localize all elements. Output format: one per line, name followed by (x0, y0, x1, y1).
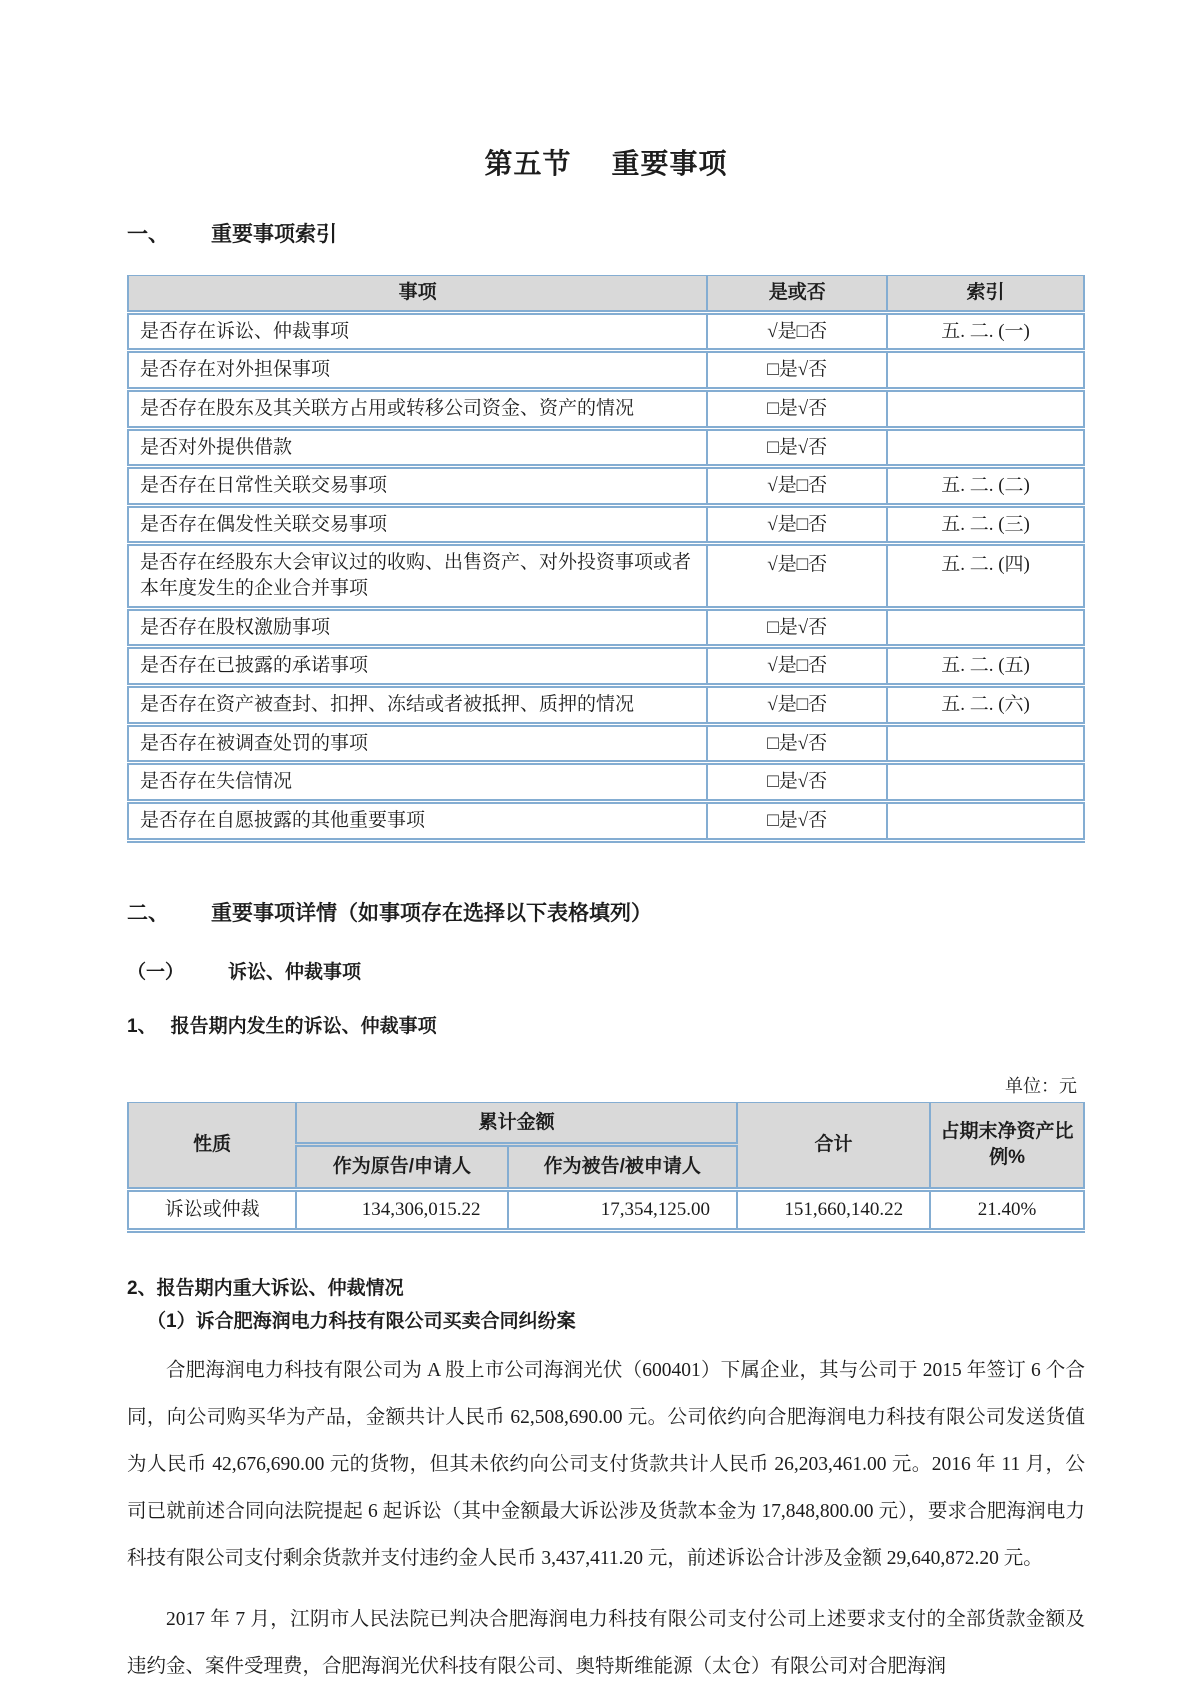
index-ref-cell: 五. 二. (四) (887, 544, 1084, 608)
index-ref-cell: 五. 二. (三) (887, 505, 1084, 544)
index-ref-cell: 五. 二. (六) (887, 686, 1084, 725)
item-cell: 是否存在股权激励事项 (128, 608, 707, 647)
subsection-lawsuit-number: （一） (127, 961, 185, 983)
defendant-amount-cell: 17,354,125.00 (508, 1189, 737, 1230)
index-ref-cell: 五. 二. (一) (887, 312, 1084, 351)
item-cell: 是否存在失信情况 (128, 763, 707, 802)
answer-cell: √是□否 (707, 544, 887, 608)
index-ref-cell: 五. 二. (五) (887, 647, 1084, 686)
index-ref-cell (887, 763, 1084, 802)
answer-cell: □是√否 (707, 801, 887, 840)
table-row (128, 467, 1084, 506)
index-table-col-index: 索引 (887, 276, 1084, 313)
table-row (128, 647, 1084, 686)
table-row (128, 763, 1084, 802)
index-table-col-answer: 是或否 (707, 276, 887, 313)
index-ref-cell (887, 724, 1084, 763)
answer-cell: □是√否 (707, 763, 887, 802)
table-row (128, 724, 1084, 763)
table-row (128, 544, 1084, 608)
case1-heading: （1）诉合肥海润电力科技有限公司买卖合同纠纷案 (147, 1310, 576, 1332)
item-cell: 是否存在资产被查封、扣押、冻结或者被抵押、质押的情况 (128, 686, 707, 725)
answer-cell: √是□否 (707, 647, 887, 686)
item-cell: 是否存在经股东大会审议过的收购、出售资产、对外投资事项或者本年度发生的企业合并事项 (128, 544, 707, 608)
item-cell: 是否存在股东及其关联方占用或转移公司资金、资产的情况 (128, 389, 707, 428)
answer-cell: √是□否 (707, 467, 887, 506)
item2-heading: 2、报告期内重大诉讼、仲裁情况 (127, 1277, 404, 1299)
index-ref-cell (887, 801, 1084, 840)
answer-cell: □是√否 (707, 724, 887, 763)
page-title-text: 重要事项 (611, 148, 728, 179)
index-table-header-row (128, 276, 1084, 313)
total-amount-cell: 151,660,140.22 (737, 1189, 930, 1230)
table-row (128, 608, 1084, 647)
index-table-col-item: 事项 (128, 276, 707, 313)
section-details-title: 重要事项详情（如事项存在选择以下表格填列） (211, 901, 652, 925)
lawsuit-col-nature: 性质 (128, 1102, 296, 1189)
page-content (127, 0, 1085, 1690)
item-cell: 是否对外提供借款 (128, 428, 707, 467)
lawsuit-col-cumulative: 累计金额 (296, 1102, 737, 1145)
item-cell: 是否存在偶发性关联交易事项 (128, 505, 707, 544)
lawsuit-col-total: 合计 (737, 1102, 930, 1189)
lawsuit-col-defendant: 作为被告/被申请人 (508, 1145, 737, 1190)
section-index-heading (127, 218, 1085, 248)
case1-paragraph-2: 2017 年 7 月，江阴市人民法院已判决合肥海润电力科技有限公司支付公司上述要求支付的全部货款金额及违约金、案件受理费，合肥海润光伏科技有限公司、奥特斯维能源（太仓）有限公司对合肥海润 (127, 1608, 1085, 1677)
section-index-number: 一、 (127, 223, 169, 246)
plaintiff-amount-cell: 134,306,015.22 (296, 1189, 507, 1230)
answer-cell: √是□否 (707, 312, 887, 351)
table-row (128, 351, 1084, 390)
section-details-heading (127, 897, 1085, 927)
table-row (128, 801, 1084, 840)
answer-cell: □是√否 (707, 608, 887, 647)
item1-title: 报告期内发生的诉讼、仲裁事项 (170, 1015, 437, 1037)
table-row (128, 312, 1084, 351)
lawsuit-table-header-row-1 (128, 1102, 1084, 1145)
table-row (128, 505, 1084, 544)
item-cell: 是否存在自愿披露的其他重要事项 (128, 801, 707, 840)
case1-paragraph-1: 合肥海润电力科技有限公司为 A 股上市公司海润光伏（600401）下属企业，其与公司于 2015 年签订 6 个合同，向公司购买华为产品，金额共计人民币 62,508,690.00 元。公司依约向合肥海润电力科技有限公司发送货值为人民币 42,676,690.00 元的货物，但其未依约向公司支付货款共计人民币 26,203,461.00 元。2016 年 11 月，公司已就前述合同向法院提起 6 起诉讼（其中金额最大诉讼涉及货款本金为 17,848,800.00 元），要求合肥海润电力科技有限公司支付剩余货款并支付违约金人民币 3,437,411.20 元，前述诉讼合计涉及金额 29,640,872.20 元。 (127, 1359, 1085, 1569)
answer-cell: √是□否 (707, 505, 887, 544)
nature-cell: 诉讼或仲裁 (128, 1189, 296, 1230)
page-title (127, 142, 1085, 182)
answer-cell: □是√否 (707, 351, 887, 390)
subsection-lawsuit-title: 诉讼、仲裁事项 (228, 961, 362, 983)
answer-cell: √是□否 (707, 686, 887, 725)
unit-label: 单位：元 (1005, 1075, 1077, 1096)
table-row (128, 389, 1084, 428)
item-cell: 是否存在日常性关联交易事项 (128, 467, 707, 506)
lawsuit-col-ratio: 占期末净资产比例% (930, 1102, 1084, 1189)
index-ref-cell (887, 389, 1084, 428)
item-cell: 是否存在对外担保事项 (128, 351, 707, 390)
page-title-section-number: 第五节 (484, 148, 572, 179)
item1-heading (127, 1011, 1085, 1038)
item-cell: 是否存在已披露的承诺事项 (128, 647, 707, 686)
item-cell: 是否存在被调查处罚的事项 (128, 724, 707, 763)
index-ref-cell (887, 608, 1084, 647)
table-row (128, 1189, 1084, 1230)
section-index-title: 重要事项索引 (211, 223, 337, 246)
item-cell: 是否存在诉讼、仲裁事项 (128, 312, 707, 351)
section-details-number: 二、 (127, 901, 169, 925)
index-ref-cell (887, 351, 1084, 390)
table-row (128, 428, 1084, 467)
index-ref-cell (887, 428, 1084, 467)
lawsuit-amount-table (127, 1102, 1085, 1233)
answer-cell: □是√否 (707, 428, 887, 467)
lawsuit-col-plaintiff: 作为原告/申请人 (296, 1145, 507, 1190)
answer-cell: □是√否 (707, 389, 887, 428)
index-ref-cell: 五. 二. (二) (887, 467, 1084, 506)
important-matters-index-table (127, 275, 1085, 843)
table-row (128, 686, 1084, 725)
ratio-cell: 21.40% (930, 1189, 1084, 1230)
subsection-lawsuit-heading (127, 957, 1085, 984)
item1-number: 1、 (127, 1015, 157, 1037)
